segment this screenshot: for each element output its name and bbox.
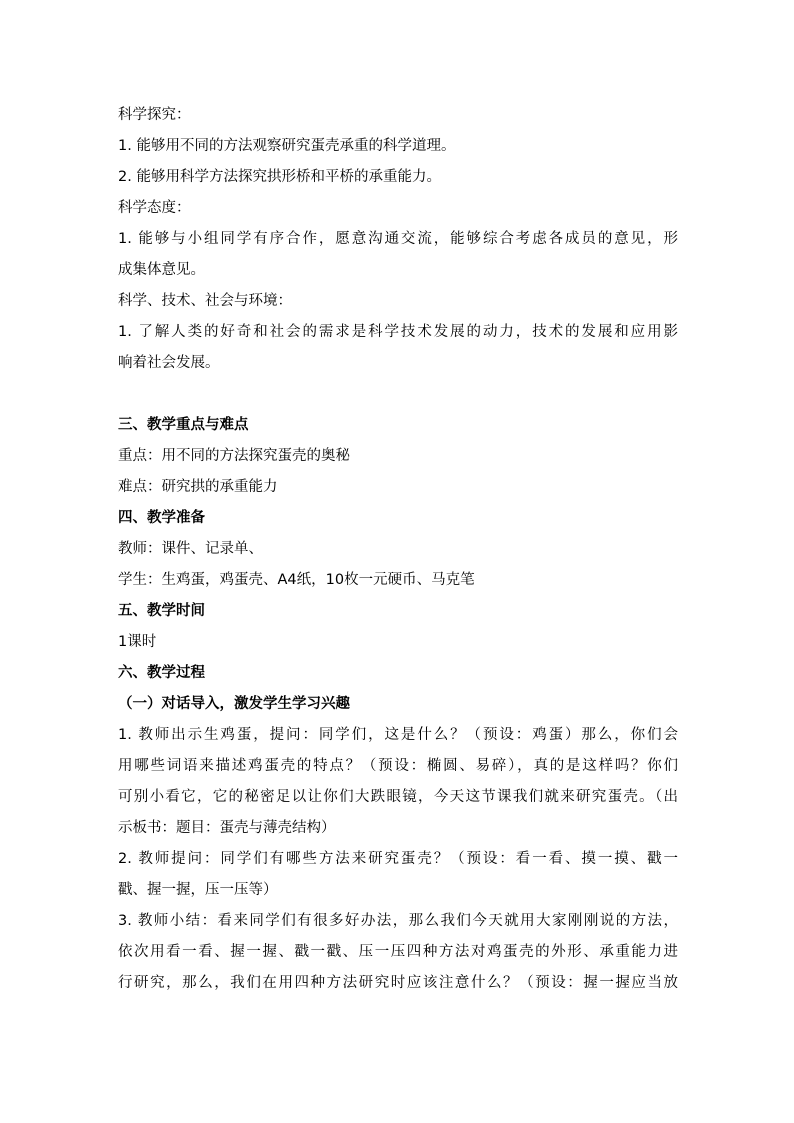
student-materials: 学生：生鸡蛋，鸡蛋壳、A4纸，10枚一元硬币、马克笔 [118,572,475,588]
heading-stse: 科学、技术、社会与环境： [118,293,292,309]
step-2-line-1: 2. 教师提问：同学们有哪些方法来研究蛋壳？（预设：看一看、摸一摸、戳一 [118,851,678,867]
heading-science-inquiry: 科学探究： [118,107,191,123]
step-1-line-1: 1. 教师出示生鸡蛋，提问：同学们，这是什么？（预设：鸡蛋）那么，你们会 [118,727,678,743]
stse-item-1-line-1: 1. 了解人类的好奇和社会的需求是科学技术发展的动力，技术的发展和应用影 [118,324,678,340]
subsection-1-heading: （一）对话导入，激发学生学习兴趣 [118,696,350,712]
stse-item-1-line-2: 响着社会发展。 [118,355,220,371]
difficulty: 难点：研究拱的承重能力 [118,479,278,495]
document-body [118,100,678,999]
attitude-item-1-line-2: 成集体意见。 [118,262,205,278]
step-1-line-4: 示板书：题目：蛋壳与薄壳结构） [118,820,336,836]
section-5-heading: 五、教学时间 [118,603,205,619]
heading-science-attitude: 科学态度： [118,200,191,216]
teacher-materials: 教师：课件、记录单、 [118,541,263,557]
section-3-heading: 三、教学重点与难点 [118,417,249,433]
step-3-line-3: 行研究，那么，我们在用四种方法研究时应该注意什么？（预设：握一握应当放 [118,975,678,991]
step-3-line-2: 依次用看一看、握一握、戳一戳、压一压四种方法对鸡蛋壳的外形、承重能力进 [118,944,678,960]
section-6-heading: 六、教学过程 [118,665,205,681]
inquiry-item-2: 2. 能够用科学方法探究拱形桥和平桥的承重能力。 [118,169,441,185]
step-1-line-3: 可别小看它，它的秘密足以让你们大跌眼镜，今天这节课我们就来研究蛋壳。（出 [118,789,678,805]
key-point: 重点：用不同的方法探究蛋壳的奥秘 [118,448,350,464]
attitude-item-1-line-1: 1. 能够与小组同学有序合作，愿意沟通交流，能够综合考虑各成员的意见，形 [118,231,678,247]
blank-line [118,379,678,410]
duration: 1课时 [118,634,157,650]
inquiry-item-1: 1. 能够用不同的方法观察研究蛋壳承重的科学道理。 [118,138,456,154]
section-4-heading: 四、教学准备 [118,510,205,526]
step-2-line-2: 戳、握一握，压一压等） [118,882,278,898]
step-3-line-1: 3. 教师小结：看来同学们有很多好办法，那么我们今天就用大家刚刚说的方法， [118,913,678,929]
step-1-line-2: 用哪些词语来描述鸡蛋壳的特点？（预设：椭圆、易碎），真的是这样吗？你们 [118,758,678,774]
